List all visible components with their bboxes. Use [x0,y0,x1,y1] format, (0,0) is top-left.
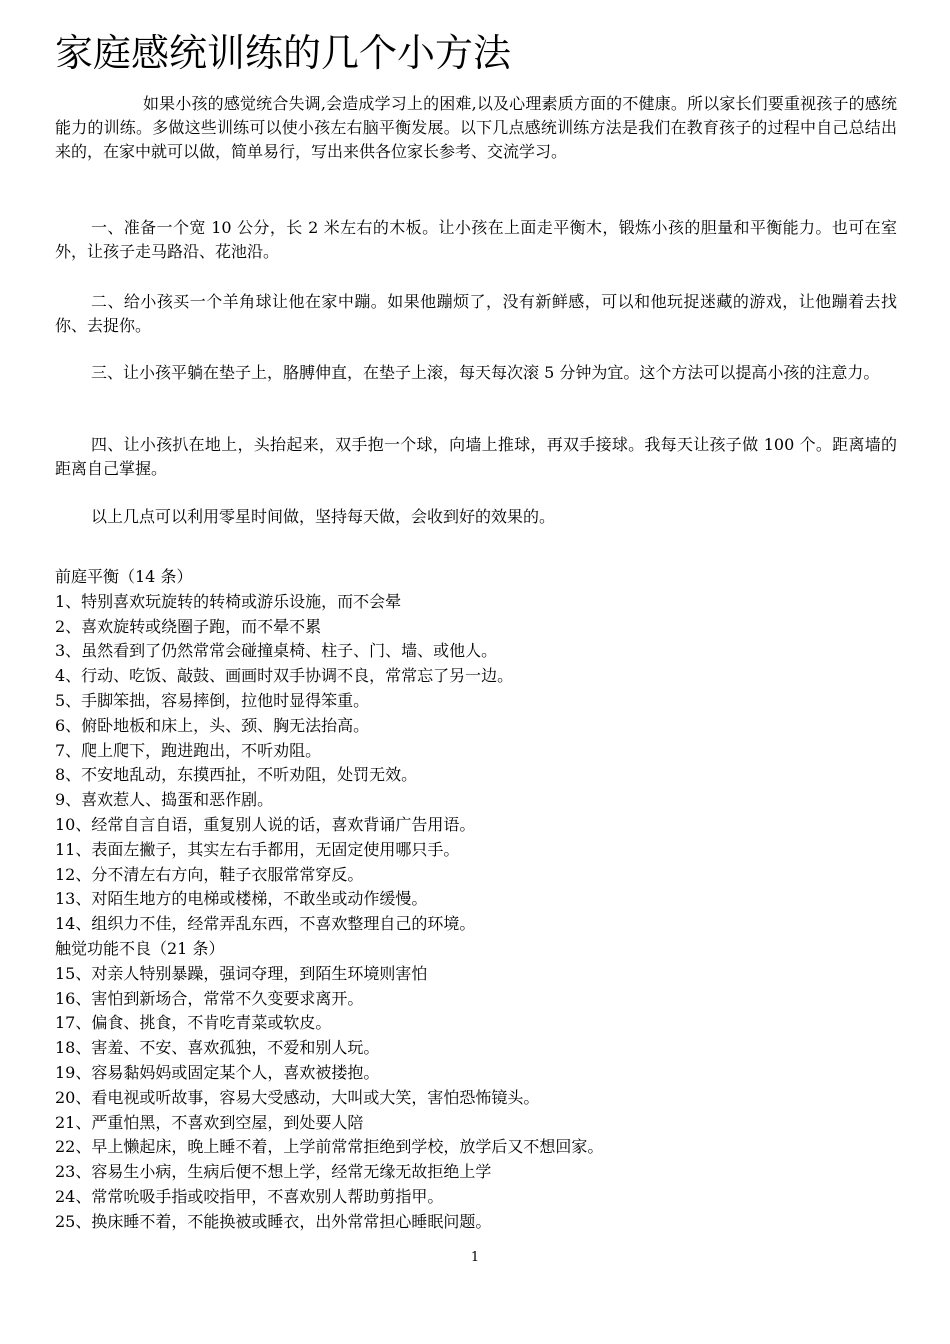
method-paragraph-4: 四、让小孩扒在地上，头抬起来，双手抱一个球，向墙上推球，再双手接球。我每天让孩子做 100 个。距离墙的距离自己掌握。 [55,435,897,479]
method-paragraph-3: 三、让小孩平躺在垫子上，胳膊伸直，在垫子上滚，每天每次滚 5 分钟为宜。这个方法可以提高小孩的注意力。 [91,363,880,382]
checklist-item: 10、经常自言自语，重复别人说的话，喜欢背诵广告用语。 [55,814,476,834]
checklist-item: 23、容易生小病，生病后便不想上学，经常无缘无故拒绝上学 [55,1162,492,1182]
intro-paragraph: 如果小孩的感觉统合失调,会造成学习上的困难,以及心理素质方面的不健康。所以家长们要重视孩子的感统能力的训练。多做这些训练可以使小孩左右脑平衡发展。以下几点感统训练方法是我们在教育孩子的过程中自己总结出来的，在家中就可以做，简单易行，写出来供各位家长参考、交流学习。 [55,94,897,162]
document-title: 家庭感统训练的几个小方法 [55,31,512,75]
checklist-item: 16、害怕到新场合，常常不久变要求离开。 [55,988,364,1008]
checklist-item: 22、早上懒起床，晚上睡不着，上学前常常拒绝到学校，放学后又不想回家。 [55,1137,604,1157]
checklist-item: 9、喜欢惹人、捣蛋和恶作剧。 [55,790,274,810]
checklist-item: 2、喜欢旋转或绕圈子跑，而不晕不累 [55,616,322,636]
section-heading-vestibular: 前庭平衡（14 条） [55,567,193,586]
checklist-item: 6、俯卧地板和床上，头、颈、胸无法抬高。 [55,715,370,735]
checklist-item: 7、爬上爬下，跑进跑出，不听劝阻。 [55,740,322,760]
checklist-item: 12、分不清左右方向，鞋子衣服常常穿反。 [55,864,364,884]
checklist-item: 5、手脚笨拙，容易摔倒，拉他时显得笨重。 [55,690,370,710]
checklist-item: 20、看电视或听故事，容易大受感动，大叫或大笑，害怕恐怖镜头。 [55,1087,540,1107]
page-number: 1 [470,1250,480,1265]
checklist-item: 18、害羞、不安、喜欢孤独，不爱和别人玩。 [55,1038,380,1058]
checklist-item: 4、行动、吃饭、敲鼓、画画时双手协调不良，常常忘了另一边。 [55,666,514,686]
checklist-item: 3、虽然看到了仍然常常会碰撞桌椅、柱子、门、墙、或他人。 [55,641,498,661]
checklist-item: 24、常常吮吸手指或咬指甲，不喜欢别人帮助剪指甲。 [55,1186,444,1206]
checklist-item: 17、偏食、挑食，不肯吃青菜或软皮。 [55,1013,332,1033]
method-paragraph-1: 一、准备一个宽 10 公分，长 2 米左右的木板。让小孩在上面走平衡木，锻炼小孩的胆量和平衡能力。也可在室外，让孩子走马路沿、花池沿。 [55,218,897,262]
checklist [55,565,897,1235]
checklist-item: 11、表面左撇子，其实左右手都用，无固定使用哪只手。 [55,839,460,859]
checklist-item: 21、严重怕黑，不喜欢到空屋，到处要人陪 [55,1112,364,1132]
checklist-item: 8、不安地乱动，东摸西扯，不听劝阻，处罚无效。 [55,765,418,785]
checklist-item: 25、换床睡不着，不能换被或睡衣，出外常常担心睡眠问题。 [55,1211,492,1231]
checklist-item: 1、特别喜欢玩旋转的转椅或游乐设施，而不会晕 [55,591,402,611]
method-paragraph-2: 二、给小孩买一个羊角球让他在家中蹦。如果他蹦烦了，没有新鲜感，可以和他玩捉迷藏的游戏，让他蹦着去找你、去捉你。 [55,292,897,336]
checklist-item: 13、对陌生地方的电梯或楼梯，不敢坐或动作缓慢。 [55,889,428,909]
conclusion-paragraph: 以上几点可以利用零星时间做，坚持每天做，会收到好的效果的。 [91,507,556,526]
checklist-item: 15、对亲人特别暴躁，强词夺理，到陌生环境则害怕 [55,963,428,983]
checklist-item: 19、容易黏妈妈或固定某个人，喜欢被搂抱。 [55,1062,380,1082]
checklist-item: 14、组织力不佳，经常弄乱东西，不喜欢整理自己的环境。 [55,914,476,934]
section-heading-tactile: 触觉功能不良（21 条） [55,938,225,958]
